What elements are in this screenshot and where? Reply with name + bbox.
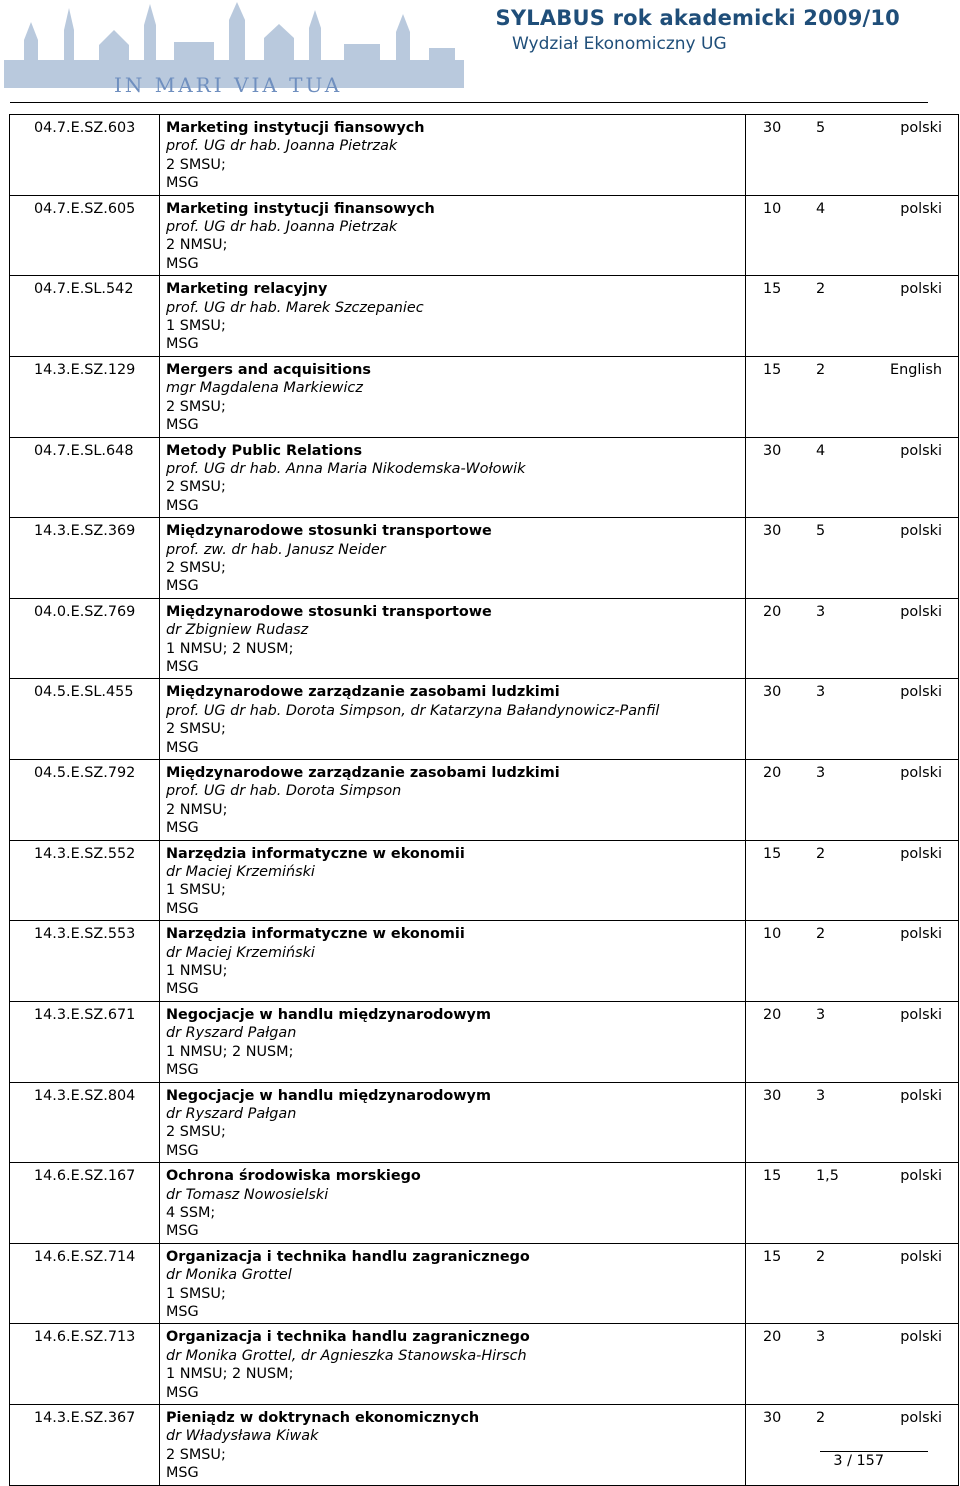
course-title: Narzędzia informatyczne w ekonomii (166, 926, 465, 943)
ects-points: 2 (816, 926, 826, 943)
program-group: MSG (166, 900, 199, 917)
course-title: Marketing instytucji fiansowych (166, 120, 425, 136)
course-code: 14.3.E.SZ.671 (10, 1001, 160, 1082)
course-code: 04.7.E.SZ.605 (10, 195, 160, 276)
page-number: 3 / 157 (833, 1453, 884, 1469)
lecturer: prof. UG dr hab. Dorota Simpson, dr Katarzyna Bałandynowicz-Panfil (166, 702, 660, 719)
ects-points: 3 (816, 765, 826, 781)
class-groups: 1 NMSU; 2 NUSM; (166, 1043, 294, 1060)
course-description (160, 921, 746, 1002)
course-description (160, 1082, 746, 1163)
course-title: Organizacja i technika handlu zagranicznego (166, 1329, 530, 1346)
language: polski (900, 1006, 942, 1023)
program-group: MSG (166, 578, 199, 595)
program-group: MSG (166, 255, 199, 272)
course-title: Marketing relacyjny (166, 281, 328, 298)
course-stats (746, 1324, 959, 1405)
hours: 30 (763, 1410, 782, 1426)
course-code: 14.3.E.SZ.552 (10, 840, 160, 921)
lecturer: dr Maciej Krzemiński (166, 944, 315, 961)
class-groups: 2 SMSU; (166, 479, 226, 496)
lecturer: dr Monika Grottel (166, 1267, 292, 1284)
ects-points: 4 (816, 200, 826, 217)
hours: 15 (763, 1168, 782, 1185)
hours: 20 (763, 1329, 782, 1346)
table-row (10, 921, 959, 1002)
language: polski (900, 523, 942, 540)
course-code: 14.3.E.SZ.804 (10, 1082, 160, 1163)
table-row (10, 840, 959, 921)
course-description (160, 1001, 746, 1082)
hours: 30 (763, 442, 782, 459)
table-row (10, 679, 959, 760)
ects-points: 4 (816, 442, 826, 459)
language: English (890, 361, 942, 378)
program-group: MSG (166, 1465, 199, 1482)
lecturer: prof. zw. dr hab. Janusz Neider (166, 541, 386, 558)
course-code: 04.7.E.SL.648 (10, 437, 160, 518)
class-groups: 1 NMSU; 2 NUSM; (166, 1366, 294, 1383)
hours: 30 (763, 523, 782, 540)
course-description (160, 195, 746, 276)
lecturer: prof. UG dr hab. Dorota Simpson (166, 783, 402, 800)
lecturer: dr Tomasz Nowosielski (166, 1186, 329, 1203)
class-groups: 4 SSM; (166, 1204, 216, 1221)
class-groups: 2 SMSU; (166, 156, 226, 173)
ects-points: 5 (816, 523, 826, 540)
course-code: 14.3.E.SZ.367 (10, 1405, 160, 1486)
course-description (160, 840, 746, 921)
language: polski (900, 120, 942, 136)
class-groups: 2 NMSU; (166, 801, 228, 818)
class-groups: 2 SMSU; (166, 721, 226, 738)
lecturer: dr Ryszard Pałgan (166, 1025, 297, 1042)
ects-points: 2 (816, 281, 826, 298)
hours: 30 (763, 120, 782, 136)
course-stats (746, 760, 959, 841)
program-group: MSG (166, 175, 199, 192)
lecturer: prof. UG dr hab. Joanna Pietrzak (166, 219, 398, 236)
course-description (160, 356, 746, 437)
course-stats (746, 356, 959, 437)
faculty-name: Wydział Ekonomiczny UG (512, 34, 727, 54)
course-code: 14.3.E.SZ.129 (10, 356, 160, 437)
table-row (10, 195, 959, 276)
ects-points: 3 (816, 1087, 826, 1104)
language: polski (900, 1248, 942, 1265)
course-description (160, 518, 746, 599)
hours: 10 (763, 926, 782, 943)
program-group: MSG (166, 1303, 199, 1320)
course-description (160, 760, 746, 841)
table-row (10, 1324, 959, 1405)
course-stats (746, 679, 959, 760)
hours: 10 (763, 200, 782, 217)
class-groups: 2 SMSU; (166, 398, 226, 415)
hours: 30 (763, 1087, 782, 1104)
course-code: 04.7.E.SZ.603 (10, 115, 160, 196)
header-divider (10, 102, 928, 103)
class-groups: 2 NMSU; (166, 237, 228, 254)
course-stats (746, 1405, 959, 1486)
course-stats (746, 276, 959, 357)
ects-points: 3 (816, 1006, 826, 1023)
logo-motto: IN MARI VIA TUA (114, 73, 343, 97)
course-stats (746, 437, 959, 518)
language: polski (900, 1087, 942, 1104)
course-description (160, 1405, 746, 1486)
course-title: Międzynarodowe stosunki transportowe (166, 523, 492, 540)
class-groups: 1 NMSU; (166, 963, 228, 980)
hours: 20 (763, 1006, 782, 1023)
course-stats (746, 1163, 959, 1244)
course-title: Marketing instytucji finansowych (166, 200, 435, 217)
course-stats (746, 1001, 959, 1082)
lecturer: prof. UG dr hab. Marek Szczepaniec (166, 299, 424, 316)
course-code: 04.5.E.SL.455 (10, 679, 160, 760)
program-group: MSG (166, 658, 199, 675)
table-row (10, 1405, 959, 1486)
table-row (10, 518, 959, 599)
course-stats (746, 1243, 959, 1324)
course-description (160, 679, 746, 760)
course-description (160, 1324, 746, 1405)
course-code: 14.6.E.SZ.167 (10, 1163, 160, 1244)
class-groups: 1 SMSU; (166, 318, 226, 335)
course-stats (746, 195, 959, 276)
language: polski (900, 926, 942, 943)
language: polski (900, 765, 942, 781)
ects-points: 1,5 (816, 1168, 839, 1185)
lecturer: prof. UG dr hab. Joanna Pietrzak (166, 138, 398, 155)
lecturer: mgr Magdalena Markiewicz (166, 380, 363, 397)
language: polski (900, 845, 942, 862)
ects-points: 2 (816, 845, 826, 862)
course-table (9, 114, 959, 1486)
course-description (160, 437, 746, 518)
ects-points: 2 (816, 1410, 826, 1426)
table-row (10, 115, 959, 196)
course-description (160, 276, 746, 357)
course-title: Pieniądz w doktrynach ekonomicznych (166, 1410, 480, 1426)
program-group: MSG (166, 497, 199, 514)
table-row (10, 1243, 959, 1324)
course-code: 04.5.E.SZ.792 (10, 760, 160, 841)
class-groups: 2 SMSU; (166, 1124, 226, 1141)
course-description (160, 598, 746, 679)
ects-points: 3 (816, 603, 826, 620)
class-groups: 2 SMSU; (166, 1446, 226, 1463)
program-group: MSG (166, 739, 199, 756)
course-stats (746, 921, 959, 1002)
table-row (10, 760, 959, 841)
course-description (160, 1163, 746, 1244)
course-title: Międzynarodowe stosunki transportowe (166, 603, 492, 620)
course-title: Ochrona środowiska morskiego (166, 1168, 421, 1185)
course-stats (746, 598, 959, 679)
language: polski (900, 684, 942, 701)
page-header (0, 0, 960, 104)
ects-points: 2 (816, 1248, 826, 1265)
lecturer: dr Monika Grottel, dr Agnieszka Stanowska-Hirsch (166, 1347, 527, 1364)
hours: 15 (763, 281, 782, 298)
program-group: MSG (166, 981, 199, 998)
hours: 20 (763, 765, 782, 781)
lecturer: dr Ryszard Pałgan (166, 1105, 297, 1122)
course-title: Negocjacje w handlu międzynarodowym (166, 1087, 491, 1104)
hours: 15 (763, 361, 782, 378)
course-stats (746, 1082, 959, 1163)
program-group: MSG (166, 1384, 199, 1401)
class-groups: 2 SMSU; (166, 559, 226, 576)
program-group: MSG (166, 336, 199, 353)
language: polski (900, 603, 942, 620)
course-stats (746, 840, 959, 921)
program-group: MSG (166, 417, 199, 434)
course-stats (746, 518, 959, 599)
table-row (10, 598, 959, 679)
language: polski (900, 442, 942, 459)
course-code: 14.3.E.SZ.553 (10, 921, 160, 1002)
hours: 15 (763, 845, 782, 862)
class-groups: 1 SMSU; (166, 882, 226, 899)
hours: 20 (763, 603, 782, 620)
lecturer: dr Zbigniew Rudasz (166, 622, 309, 639)
program-group: MSG (166, 1062, 199, 1079)
table-row (10, 437, 959, 518)
hours: 30 (763, 684, 782, 701)
ects-points: 3 (816, 1329, 826, 1346)
language: polski (900, 1168, 942, 1185)
course-title: Mergers and acquisitions (166, 361, 371, 378)
language: polski (900, 281, 942, 298)
course-code: 04.7.E.SL.542 (10, 276, 160, 357)
course-stats (746, 115, 959, 196)
course-code: 04.0.E.SZ.769 (10, 598, 160, 679)
course-code: 14.6.E.SZ.713 (10, 1324, 160, 1405)
ects-points: 5 (816, 120, 826, 136)
course-code: 14.3.E.SZ.369 (10, 518, 160, 599)
document-title: SYLABUS rok akademicki 2009/10 (495, 6, 900, 30)
ects-points: 3 (816, 684, 826, 701)
course-title: Międzynarodowe zarządzanie zasobami ludzkimi (166, 684, 560, 701)
gdansk-skyline-logo (4, 0, 464, 100)
course-title: Metody Public Relations (166, 442, 363, 459)
language: polski (900, 200, 942, 217)
table-row (10, 1163, 959, 1244)
table-row (10, 1001, 959, 1082)
class-groups: 1 NMSU; 2 NUSM; (166, 640, 294, 657)
program-group: MSG (166, 1223, 199, 1240)
course-title: Negocjacje w handlu międzynarodowym (166, 1006, 491, 1023)
course-title: Organizacja i technika handlu zagranicznego (166, 1248, 530, 1265)
table-row (10, 1082, 959, 1163)
lecturer: dr Maciej Krzemiński (166, 864, 315, 881)
course-title: Narzędzia informatyczne w ekonomii (166, 845, 465, 862)
course-title: Międzynarodowe zarządzanie zasobami ludzkimi (166, 765, 560, 781)
table-row (10, 276, 959, 357)
course-code: 14.6.E.SZ.714 (10, 1243, 160, 1324)
course-description (160, 115, 746, 196)
table-row (10, 356, 959, 437)
class-groups: 1 SMSU; (166, 1285, 226, 1302)
language: polski (900, 1329, 942, 1346)
program-group: MSG (166, 1142, 199, 1159)
ects-points: 2 (816, 361, 826, 378)
hours: 15 (763, 1248, 782, 1265)
course-description (160, 1243, 746, 1324)
language: polski (900, 1410, 942, 1426)
lecturer: prof. UG dr hab. Anna Maria Nikodemska-Wołowik (166, 460, 526, 477)
footer-divider (820, 1451, 928, 1452)
lecturer: dr Władysława Kiwak (166, 1428, 319, 1445)
program-group: MSG (166, 820, 199, 837)
